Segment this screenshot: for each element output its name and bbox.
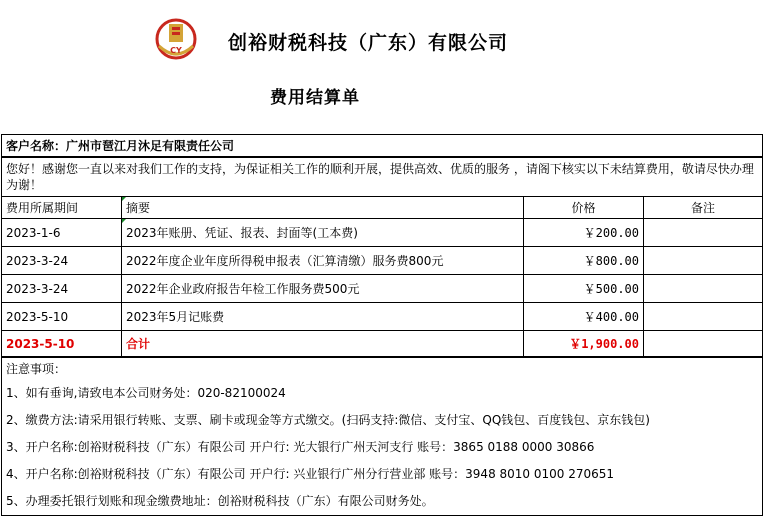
note-item: 4、开户名称:创裕财税科技（广东）有限公司 开户行: 兴业银行广州分行营业部 账号：3948 8010 0100 270651: [6, 467, 615, 481]
total-label: 合计: [122, 331, 524, 358]
note-item: 2、缴费方法:请采用银行转账、支票、刷卡或现金等方式缴交。(扫码支持:微信、支付宝、QQ钱包、百度钱包、京东钱包): [6, 413, 650, 427]
row-price: ￥200.00: [524, 219, 644, 247]
row-period: 2023-3-24: [2, 247, 122, 275]
document-title: 费用结算单: [270, 88, 360, 108]
table-row: [2, 303, 763, 331]
note-item: 1、如有垂询,请致电本公司财务处：020-82100024: [6, 386, 286, 400]
total-row: [2, 331, 763, 358]
row-summary: 2023年5月记账费: [122, 303, 524, 331]
row-price: ￥400.00: [524, 303, 644, 331]
total-note: [644, 331, 763, 358]
row-note: [644, 303, 763, 331]
settlement-table: [1, 134, 763, 516]
svg-text:CY: CY: [170, 46, 182, 55]
table-row: [2, 219, 763, 247]
row-summary: 2023年账册、凭证、报表、封面等(工本费): [122, 219, 524, 247]
row-price: ￥800.00: [524, 247, 644, 275]
customer-label: 客户名称：: [6, 139, 67, 153]
row-note: [644, 247, 763, 275]
row-period: 2023-1-6: [2, 219, 122, 247]
table-header: [2, 197, 763, 219]
total-period: 2023-5-10: [2, 331, 122, 358]
row-summary: 2022年度企业年度所得税申报表（汇算清缴）服务费800元: [122, 247, 524, 275]
company-name: 创裕财税科技（广东）有限公司: [228, 32, 509, 54]
total-price: ￥1,900.00: [524, 331, 644, 358]
greeting-text: 您好！感谢您一直以来对我们工作的支持，为保证相关工作的顺利开展，提供高效、优质的服务 ，请阁下核实以下未结算费用，敬请尽快办理为谢！: [2, 157, 763, 197]
row-period: 2023-3-24: [2, 275, 122, 303]
row-period: 2023-5-10: [2, 303, 122, 331]
customer-row: [2, 135, 763, 158]
note-item: 3、开户名称:创裕财税科技（广东）有限公司 开户行: 光大银行广州天河支行 账号：3865 0188 0000 30866: [6, 440, 595, 454]
row-summary: 2022年企业政府报告年检工作服务费500元: [122, 275, 524, 303]
row-note: [644, 275, 763, 303]
table-row: [2, 275, 763, 303]
row-price: ￥500.00: [524, 275, 644, 303]
notes-section: [2, 357, 763, 516]
row-note: [644, 219, 763, 247]
note-item: 5、办理委托银行划账和现金缴费地址：创裕财税科技（广东）有限公司财务处。: [6, 494, 434, 508]
table-row: [2, 247, 763, 275]
column-header-summary: 摘要: [122, 197, 524, 219]
customer-name: 广州市琶江月沐足有限责任公司: [66, 139, 235, 153]
notes-heading: 注意事项：: [6, 362, 67, 376]
company-logo-icon: [150, 18, 202, 60]
column-header-period: 费用所属期间: [2, 197, 122, 219]
column-header-note: 备注: [644, 197, 763, 219]
column-header-price: 价格: [524, 197, 644, 219]
